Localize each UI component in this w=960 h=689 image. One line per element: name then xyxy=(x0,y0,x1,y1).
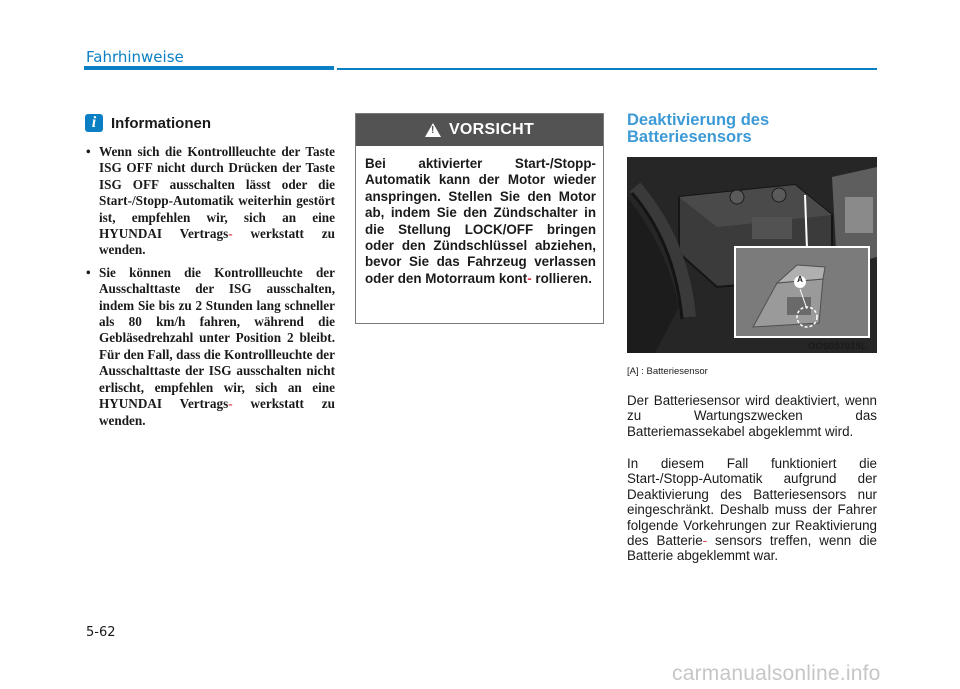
info-heading xyxy=(85,114,211,132)
info-list xyxy=(86,144,335,435)
page-number: 5-62 xyxy=(86,625,116,640)
warning-triangle-icon xyxy=(425,123,441,137)
header-rule-thick xyxy=(84,66,334,70)
info-title: Informationen xyxy=(111,114,211,132)
battery-sensor-photo xyxy=(627,157,877,353)
info-item: • Wenn sich die Kontrollleuchte der Taste ISG OFF nicht durch Drücken der Taste ISG OFF ausschalten lässt oder die Start-/Stopp-Automatik weiterhin gestört ist, empfehlen wir, sich an eine HYUNDAI Vertrags- werkstatt zu wenden. xyxy=(86,144,335,259)
header-rule-thin xyxy=(337,68,877,70)
info-item: • Sie können die Kontrollleuchte der Ausschalttaste der ISG ausschalten, indem Sie bis zu 2 Stunden lang schneller als 80 km/h fahren, während die Gebläsedrehzahl unter Position 2 bleibt. Für den Fall, dass die Kontrollleuchte der Ausschalttaste der ISG ausschalten nicht erlischt, empfehlen wir, sich an eine HYUNDAI Vertrags- werkstatt zu wenden. xyxy=(86,265,335,429)
image-code: OOS057015L xyxy=(808,341,867,352)
callout-label: A xyxy=(797,275,803,284)
info-icon: i xyxy=(85,114,103,132)
watermark: carmanualsonline.info xyxy=(672,662,881,685)
caution-text: Bei aktivierter Start-/Stopp-Automatik kann der Motor wieder anspringen. Stellen Sie den Motor ab, indem Sie den Zündschalter in die Stellung LOCK/OFF bringen oder den Zündschlüssel abziehen, bevor Sie das Fahrzeug verlassen oder den Motorraum kont- rollieren. xyxy=(365,156,596,286)
engine-bay-illustration xyxy=(627,157,877,353)
caution-box xyxy=(355,113,604,324)
caution-header xyxy=(356,114,603,146)
caution-label: VORSICHT xyxy=(448,121,535,138)
image-caption: [A] : Batteriesensor xyxy=(627,366,708,377)
section-title: Fahrhinweise xyxy=(86,48,184,66)
paragraph-2: In diesem Fall funktioniert die Start-/Stopp-Automatik aufgrund der Deaktivierung des Batteriesensors nur eingeschränkt. Deshalb muss der Fahrer folgende Vorkehrungen zur Reaktivierung des Batterie- sensors treffen, wenn die Batterie abgeklemmt war. xyxy=(627,456,877,564)
section-heading: Deaktivierung des Batteriesensors xyxy=(627,111,770,146)
paragraph-1: Der Batteriesensor wird deaktiviert, wenn zu Wartungszwecken das Batteriemassekabel abgeklemmt wird. xyxy=(627,393,877,439)
